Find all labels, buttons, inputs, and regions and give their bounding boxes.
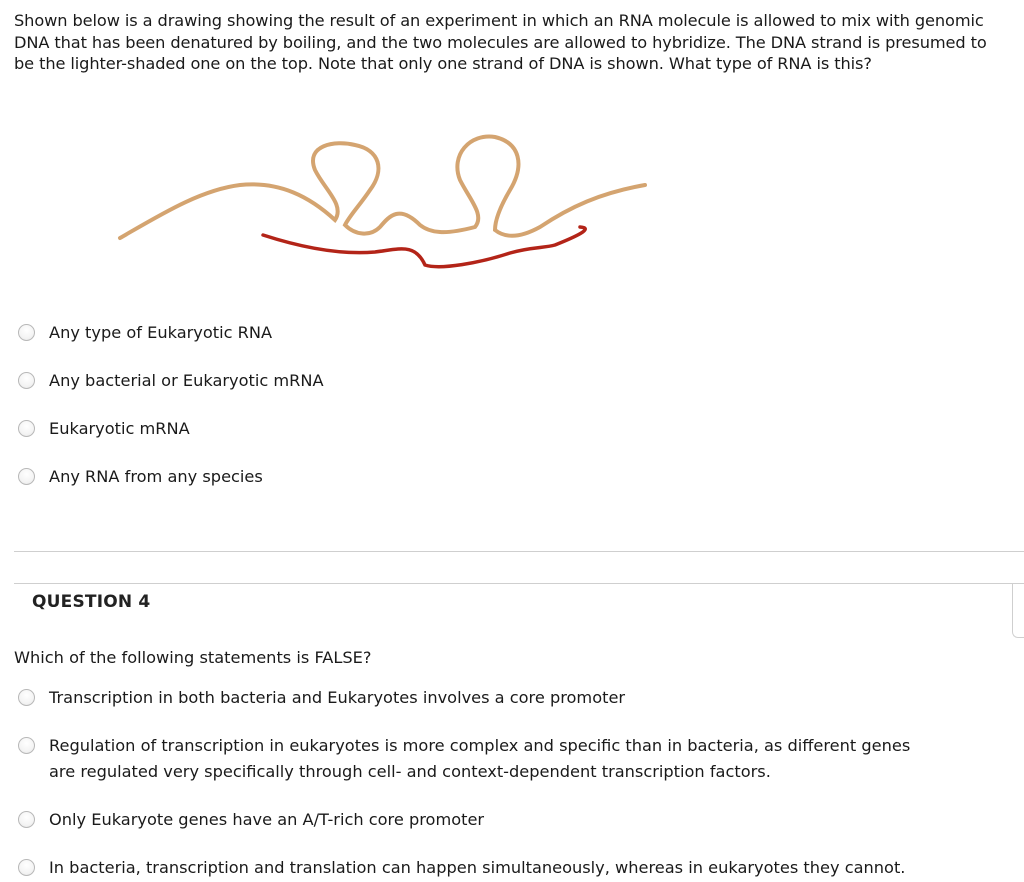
radio-button[interactable] <box>18 689 35 706</box>
dna-strand <box>120 137 645 238</box>
option-label[interactable]: Regulation of transcription in eukaryotes is more complex and specific than in bacteria, as different genes are regulated very specifically through cell- and context-dependent transcription factors. <box>49 736 911 781</box>
hybridization-figure <box>100 115 680 285</box>
radio-button[interactable] <box>18 468 35 485</box>
option-label[interactable]: Eukaryotic mRNA <box>49 419 190 438</box>
radio-button[interactable] <box>18 737 35 754</box>
question-3-prompt: Shown below is a drawing showing the result of an experiment in which an RNA molecule is allowed to mix with genomic DNA that has been denatured by boiling, and the two molecules are allowed to hybridize. The DNA strand is presumed to be the lighter-shaded one on the top. Note that only one strand of DNA is shown. What type of RNA is this? <box>14 11 987 73</box>
option-label[interactable]: Any type of Eukaryotic RNA <box>49 323 273 342</box>
radio-button[interactable] <box>18 324 35 341</box>
option-label[interactable]: Only Eukaryote genes have an A/T-rich core promoter <box>49 810 485 829</box>
radio-button[interactable] <box>18 811 35 828</box>
radio-button[interactable] <box>18 859 35 876</box>
radio-button[interactable] <box>18 372 35 389</box>
option-label[interactable]: Any RNA from any species <box>49 467 263 486</box>
question-4-header: QUESTION 4 <box>32 592 151 612</box>
option-label[interactable]: Any bacterial or Eukaryotic mRNA <box>49 371 324 390</box>
option-label[interactable]: Transcription in both bacteria and Eukaryotes involves a core promoter <box>49 688 626 707</box>
option-label[interactable]: In bacteria, transcription and translation can happen simultaneously, whereas in eukaryotes they cannot. <box>49 858 906 877</box>
dna-rna-hybrid-drawing <box>100 115 680 285</box>
radio-button[interactable] <box>18 420 35 437</box>
scroll-tab <box>1012 583 1024 638</box>
divider <box>14 551 1024 552</box>
question-4-prompt: Which of the following statements is FALSE? <box>14 648 372 667</box>
rna-strand <box>263 227 585 267</box>
divider <box>14 583 1024 584</box>
